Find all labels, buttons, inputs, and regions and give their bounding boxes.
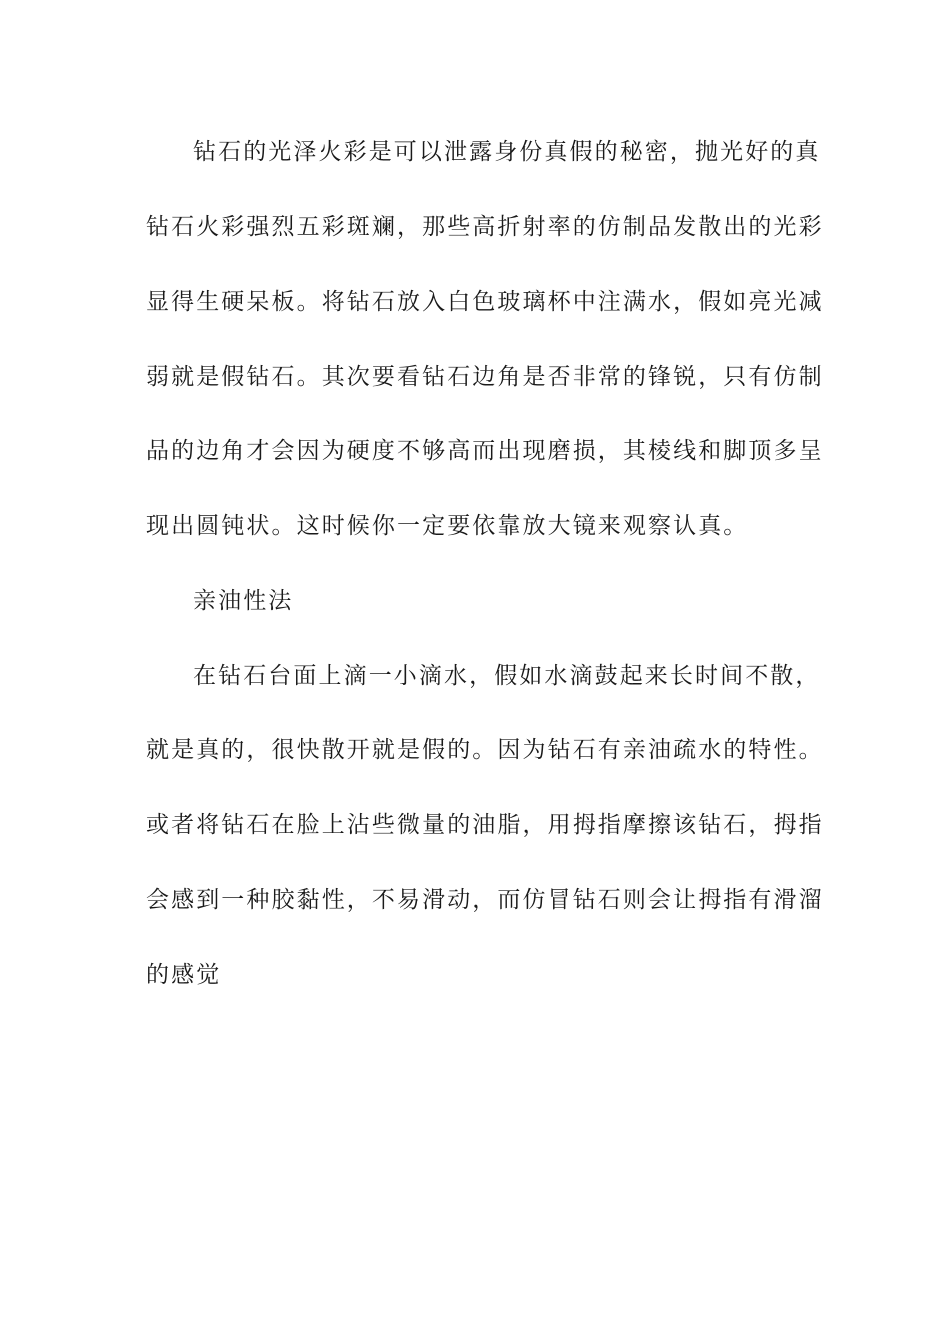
paragraph-line: 钻石的光泽火彩是可以泄露身份真假的秘密，抛光好的真: [193, 139, 821, 165]
paragraph-line: 在钻石台面上滴一小滴水，假如水滴鼓起来长时间不散，: [193, 663, 821, 689]
section-heading: 亲油性法: [193, 588, 294, 614]
paragraph-line: 弱就是假钻石。其次要看钻石边角是否非常的锋锐，只有仿制: [146, 364, 824, 390]
paragraph-line: 就是真的，很快散开就是假的。因为钻石有亲油疏水的特性。: [146, 737, 824, 763]
paragraph-line: 现出圆钝状。这时候你一定要依靠放大镜来观察认真。: [146, 513, 749, 539]
paragraph-line: 品的边角才会因为硬度不够高而出现磨损，其棱线和脚顶多呈: [146, 438, 824, 464]
paragraph-line: 的感觉: [146, 962, 222, 988]
paragraph-line: 显得生硬呆板。将钻石放入白色玻璃杯中注满水，假如亮光减: [146, 289, 824, 315]
paragraph-line: 钻石火彩强烈五彩斑斓，那些高折射率的仿制品发散出的光彩: [146, 214, 824, 240]
paragraph-line: 或者将钻石在脸上沾些微量的油脂，用拇指摩擦该钻石，拇指: [146, 812, 824, 838]
paragraph-line: 会感到一种胶黏性，不易滑动，而仿冒钻石则会让拇指有滑溜: [146, 887, 824, 913]
